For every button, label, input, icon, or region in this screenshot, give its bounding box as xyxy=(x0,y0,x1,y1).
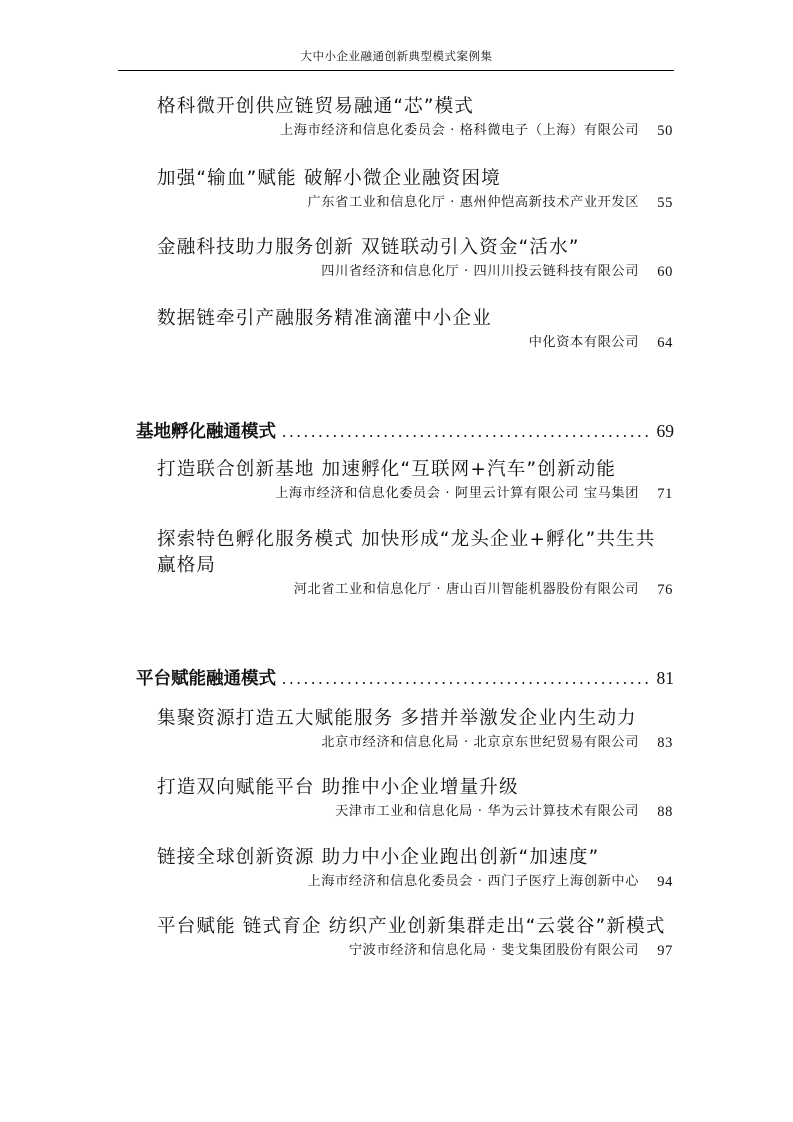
entry-page-number: 97 xyxy=(657,943,673,959)
toc-section-heading[interactable] xyxy=(136,665,674,690)
entry-source: 宁波市经济和信息化局 · 斐戈集团股份有限公司 xyxy=(348,943,639,958)
entry-source: 天津市工业和信息化局 · 华为云计算技术有限公司 xyxy=(335,804,639,819)
toc-entry[interactable] xyxy=(157,94,673,141)
entry-source: 四川省经济和信息化厅 · 四川川投云链科技有限公司 xyxy=(321,264,639,279)
entry-title: 金融科技助力服务创新 双链联动引入资金“活水” xyxy=(157,237,580,258)
dot-leader xyxy=(282,422,651,442)
header-rule xyxy=(118,70,674,71)
toc-entry[interactable] xyxy=(157,306,673,353)
toc-entry[interactable] xyxy=(157,166,673,213)
entry-title: 平台赋能 链式育企 纺织产业创新集群走出“云裳谷”新模式 xyxy=(157,916,666,937)
toc-section-heading[interactable] xyxy=(136,418,674,443)
entry-source: 中化资本有限公司 xyxy=(528,335,639,350)
entry-title: 链接全球创新资源 助力中小企业跑出创新“加速度” xyxy=(157,847,600,868)
entry-source: 北京市经济和信息化局 · 北京京东世纪贸易有限公司 xyxy=(321,735,639,750)
entry-title: 集聚资源打造五大赋能服务 多措并举激发企业内生动力 xyxy=(157,708,637,729)
entry-source: 上海市经济和信息化委员会 · 西门子医疗上海创新中心 xyxy=(307,874,639,889)
entry-page-number: 83 xyxy=(657,735,673,751)
entry-title: 格科微开创供应链贸易融通“芯”模式 xyxy=(157,96,475,117)
entry-page-number: 94 xyxy=(657,874,673,890)
entry-source: 上海市经济和信息化委员会 · 格科微电子（上海）有限公司 xyxy=(279,123,639,138)
section-title: 基地孵化融通模式 xyxy=(136,422,276,442)
section-page-number: 81 xyxy=(656,668,674,688)
entry-page-number: 50 xyxy=(657,123,673,139)
entry-source: 河北省工业和信息化厅 · 唐山百川智能机器股份有限公司 xyxy=(293,582,639,597)
entry-title: 数据链牵引产融服务精准滴灌中小企业 xyxy=(157,308,492,329)
toc-entry[interactable] xyxy=(157,235,673,282)
entry-page-number: 71 xyxy=(657,486,673,502)
toc-entry[interactable] xyxy=(157,914,673,961)
entry-title: 加强“输血”赋能 破解小微企业融资困境 xyxy=(157,168,501,189)
entry-page-number: 88 xyxy=(657,804,673,820)
toc-entry[interactable] xyxy=(157,457,673,504)
entry-title: 打造双向赋能平台 助推中小企业增量升级 xyxy=(157,777,519,798)
section-title: 平台赋能融通模式 xyxy=(136,669,276,689)
toc-entry[interactable] xyxy=(157,845,673,892)
toc-entry[interactable] xyxy=(157,775,673,822)
running-header: 大中小企业融通创新典型模式案例集 xyxy=(300,49,493,63)
entry-source: 广东省工业和信息化厅 · 惠州仲恺高新技术产业开发区 xyxy=(307,195,639,210)
toc-entry[interactable] xyxy=(157,527,673,600)
toc-entry[interactable] xyxy=(157,706,673,753)
entry-source: 上海市经济和信息化委员会 · 阿里云计算有限公司 宝马集团 xyxy=(275,486,639,501)
entry-title: 打造联合创新基地 加速孵化“互联网+汽车”创新动能 xyxy=(157,459,617,480)
entry-page-number: 64 xyxy=(657,335,673,351)
entry-title: 探索特色孵化服务模式 加快形成“龙头企业+孵化”共生共赢格局 xyxy=(157,529,656,576)
entry-page-number: 60 xyxy=(657,264,673,280)
section-page-number: 69 xyxy=(656,421,674,441)
dot-leader xyxy=(282,669,651,689)
entry-page-number: 55 xyxy=(657,195,673,211)
entry-page-number: 76 xyxy=(657,582,673,598)
